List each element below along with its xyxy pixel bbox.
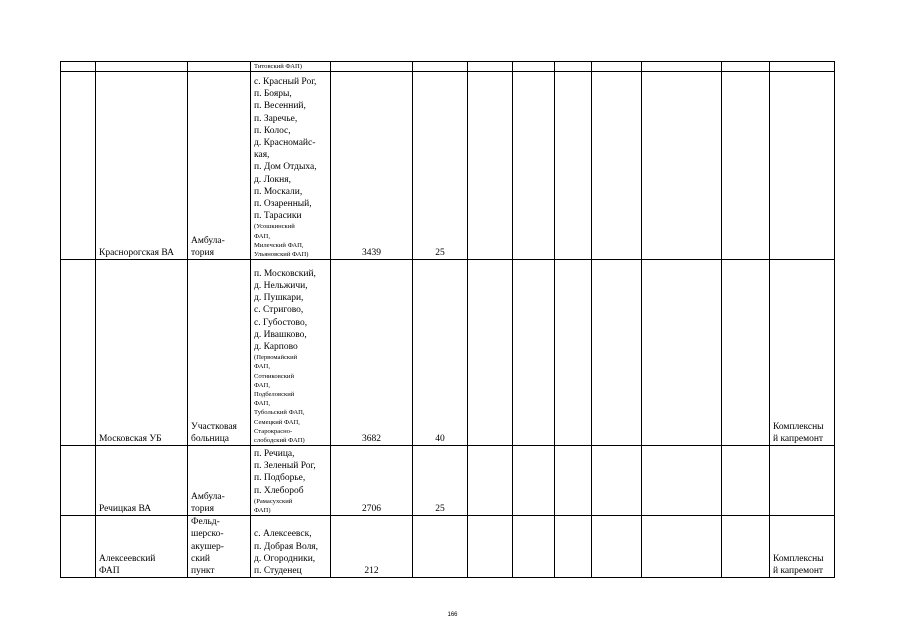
facility-type: Амбула- тория bbox=[191, 235, 225, 258]
index-cell bbox=[61, 446, 96, 516]
settlement-item: п. Москали, bbox=[254, 186, 303, 197]
empty-cell bbox=[513, 72, 555, 260]
settlement-item: д. Нельжичи, bbox=[254, 280, 308, 291]
table-row bbox=[61, 516, 835, 578]
capacity-cell bbox=[413, 72, 468, 260]
facility-name-cell bbox=[96, 72, 188, 260]
settlement-item: п. Заречье, bbox=[254, 113, 298, 124]
settlement-item: п. Озаренный, bbox=[254, 198, 312, 209]
settlement-note: Милечский ФАП, bbox=[254, 241, 304, 249]
empty-cell bbox=[722, 516, 770, 578]
population-value: 3682 bbox=[362, 434, 381, 444]
index-cell bbox=[61, 260, 96, 446]
empty-cell bbox=[513, 260, 555, 446]
empty-cell bbox=[642, 72, 722, 260]
settlement-note: (Первомайский bbox=[254, 354, 298, 362]
remark-text: Комплексны й капремонт bbox=[773, 553, 824, 577]
settlements-cell bbox=[251, 260, 331, 446]
remark-text: Комплексны й капремонт bbox=[773, 421, 824, 444]
settlement-note: (Рамасухский bbox=[254, 497, 293, 505]
settlement-item: п. Зеленый Рог, bbox=[254, 461, 316, 472]
facility-type-cell bbox=[188, 260, 251, 446]
settlement-item: п. Колос, bbox=[254, 125, 291, 136]
remark-cell bbox=[770, 516, 835, 578]
index-cell bbox=[61, 72, 96, 260]
empty-cell bbox=[555, 446, 592, 516]
empty-cell bbox=[513, 516, 555, 578]
empty-cell bbox=[513, 446, 555, 516]
settlement-item: п. Бояры, bbox=[254, 89, 292, 100]
settlement-item: п. Добрая Воля, bbox=[254, 541, 319, 552]
facility-type: Участковая больница bbox=[191, 421, 237, 444]
facility-type-cell bbox=[188, 72, 251, 260]
remark-cell bbox=[770, 72, 835, 260]
settlement-note: Тубольский ФАП, bbox=[254, 409, 305, 417]
settlement-item: п. Тарасики bbox=[254, 211, 302, 222]
population-value: 3439 bbox=[362, 248, 381, 258]
continuation-row bbox=[61, 62, 835, 72]
empty-cell bbox=[722, 446, 770, 516]
page-number: 166 bbox=[447, 612, 458, 618]
settlement-note: Семецкий ФАП, bbox=[254, 418, 300, 426]
facility-name: Алексеевский ФАП bbox=[99, 553, 156, 577]
empty-cell bbox=[468, 72, 513, 260]
population-cell bbox=[331, 446, 413, 516]
empty-cell bbox=[555, 260, 592, 446]
empty-cell bbox=[642, 516, 722, 578]
facility-type-cell bbox=[188, 446, 251, 516]
facility-type-cell bbox=[188, 516, 251, 578]
settlements-tail-cell bbox=[251, 62, 331, 72]
settlement-note: Подбеловский bbox=[254, 390, 295, 398]
facility-name: Московская УБ bbox=[99, 434, 162, 444]
empty-cell bbox=[468, 446, 513, 516]
capacity-value: 40 bbox=[435, 434, 445, 444]
settlement-item: д. Красномайс- bbox=[254, 137, 316, 148]
facility-name-cell bbox=[96, 446, 188, 516]
settlement-item: д. Карпово bbox=[254, 341, 298, 352]
settlement-item: с. Алексеевск, bbox=[254, 529, 312, 540]
empty-cell bbox=[555, 72, 592, 260]
settlement-item: кая, bbox=[254, 150, 270, 161]
settlement-item: п. Подборье, bbox=[254, 473, 306, 484]
settlement-item: д. Локня, bbox=[254, 174, 291, 185]
settlement-note: Ульяновский ФАП) bbox=[254, 251, 309, 258]
settlement-item: п. Хлебороб bbox=[254, 485, 304, 496]
remark-cell bbox=[770, 446, 835, 516]
settlement-item: с. Стригово, bbox=[254, 305, 304, 316]
remark-cell bbox=[770, 260, 835, 446]
settlement-item: п. Московский, bbox=[254, 268, 316, 279]
settlement-note: ФАП) bbox=[254, 507, 271, 514]
settlement-note: Старокрасно- bbox=[254, 427, 293, 435]
settlement-note: Сотниковский bbox=[254, 372, 294, 380]
settlement-item: д. Пушкари, bbox=[254, 293, 304, 304]
empty-cell bbox=[592, 516, 642, 578]
index-cell bbox=[61, 516, 96, 578]
settlements-cell bbox=[251, 516, 331, 578]
settlement-item: п. Студенец bbox=[254, 566, 302, 577]
settlement-item: с. Красный Рог, bbox=[254, 76, 317, 87]
empty-cell bbox=[642, 446, 722, 516]
settlement-item: с. Губостово, bbox=[254, 317, 308, 328]
table-row bbox=[61, 446, 835, 516]
empty-cell bbox=[642, 260, 722, 446]
empty-cell bbox=[722, 72, 770, 260]
population-cell bbox=[331, 260, 413, 446]
settlement-item: п. Дом Отдыха, bbox=[254, 162, 317, 173]
settlement-item: д. Огородники, bbox=[254, 553, 316, 564]
settlements-cell bbox=[251, 72, 331, 260]
settlement-note: ФАП, bbox=[254, 232, 270, 240]
capacity-value: 25 bbox=[435, 248, 445, 258]
empty-cell bbox=[555, 516, 592, 578]
settlement-item: п. Речица, bbox=[254, 448, 295, 459]
settlement-note: слободский ФАП) bbox=[254, 437, 305, 444]
capacity-cell bbox=[413, 516, 468, 578]
empty-cell bbox=[468, 516, 513, 578]
empty-cell bbox=[468, 260, 513, 446]
facility-name-cell bbox=[96, 260, 188, 446]
empty-cell bbox=[722, 260, 770, 446]
table-row bbox=[61, 260, 835, 446]
capacity-cell bbox=[413, 260, 468, 446]
facility-type: Амбула- тория bbox=[191, 491, 225, 514]
settlements-cell bbox=[251, 446, 331, 516]
settlement-note: (Усошкинский bbox=[254, 223, 295, 231]
settlement-note: ФАП, bbox=[254, 363, 270, 371]
settlements-tail: Титовский ФАП) bbox=[254, 63, 302, 70]
capacity-value: 25 bbox=[435, 504, 445, 514]
facility-type: Фельд- шерско- акушер- ский пункт bbox=[191, 517, 224, 577]
facility-name: Речицкая ВА bbox=[99, 504, 152, 514]
empty-cell bbox=[592, 446, 642, 516]
capacity-cell bbox=[413, 446, 468, 516]
settlement-note: ФАП, bbox=[254, 381, 270, 389]
settlement-item: п. Весенний, bbox=[254, 101, 306, 112]
table-row bbox=[61, 72, 835, 260]
settlement-item: д. Ивашково, bbox=[254, 329, 307, 340]
empty-cell bbox=[592, 260, 642, 446]
facility-name: Краснорогская ВА bbox=[99, 248, 174, 258]
population-value: 212 bbox=[364, 566, 379, 577]
population-cell bbox=[331, 516, 413, 578]
empty-cell bbox=[592, 72, 642, 260]
population-cell bbox=[331, 72, 413, 260]
population-value: 2706 bbox=[362, 504, 381, 514]
facility-name-cell bbox=[96, 516, 188, 578]
facilities-table bbox=[60, 61, 835, 578]
settlement-note: ФАП, bbox=[254, 400, 270, 408]
